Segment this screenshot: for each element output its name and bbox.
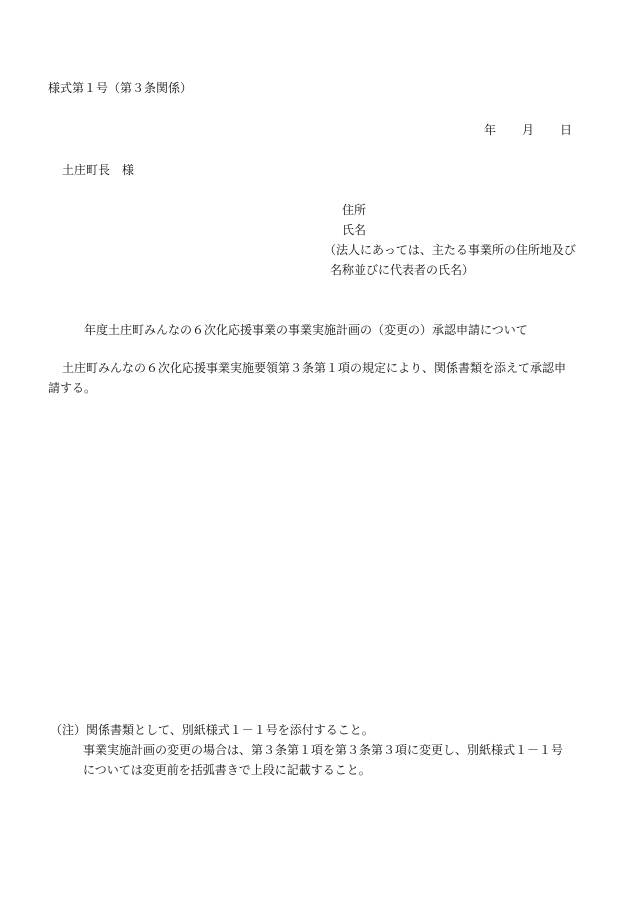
day-label: 日 [559, 123, 572, 137]
form-number: 様式第１号（第３条関係） [48, 81, 193, 95]
date-row [484, 124, 572, 136]
month-label: 月 [521, 123, 534, 137]
note-line-3: については変更前を括弧書きで上段に記載すること。 [83, 763, 371, 777]
body-text-line-1: 土庄町みんなの６次化応援事業実施要領第３条第１項の規定により、関係書類を添えて承認申 [62, 361, 567, 375]
applicant-name-label: 氏名 [342, 223, 367, 237]
applicant-note-line-2: 名称並びに代表者の氏名） [330, 263, 475, 277]
year-label: 年 [483, 123, 496, 137]
note-line-2: 事業実施計画の変更の場合は、第３条第１項を第３条第３項に変更し、別紙様式１－１号 [83, 743, 564, 757]
addressee: 土庄町長 様 [62, 163, 135, 177]
body-text-line-2: 請する。 [48, 381, 97, 395]
note-line-1: （注）関係書類として、別紙様式１－１号を添付すること。 [50, 723, 374, 737]
applicant-address-label: 住所 [342, 203, 367, 217]
applicant-note-line-1: （法人にあっては、主たる事業所の住所地及び [324, 243, 576, 257]
subject-line: 年度土庄町みんなの６次化応援事業の事業実施計画の（変更の）承認申請について [84, 323, 528, 337]
